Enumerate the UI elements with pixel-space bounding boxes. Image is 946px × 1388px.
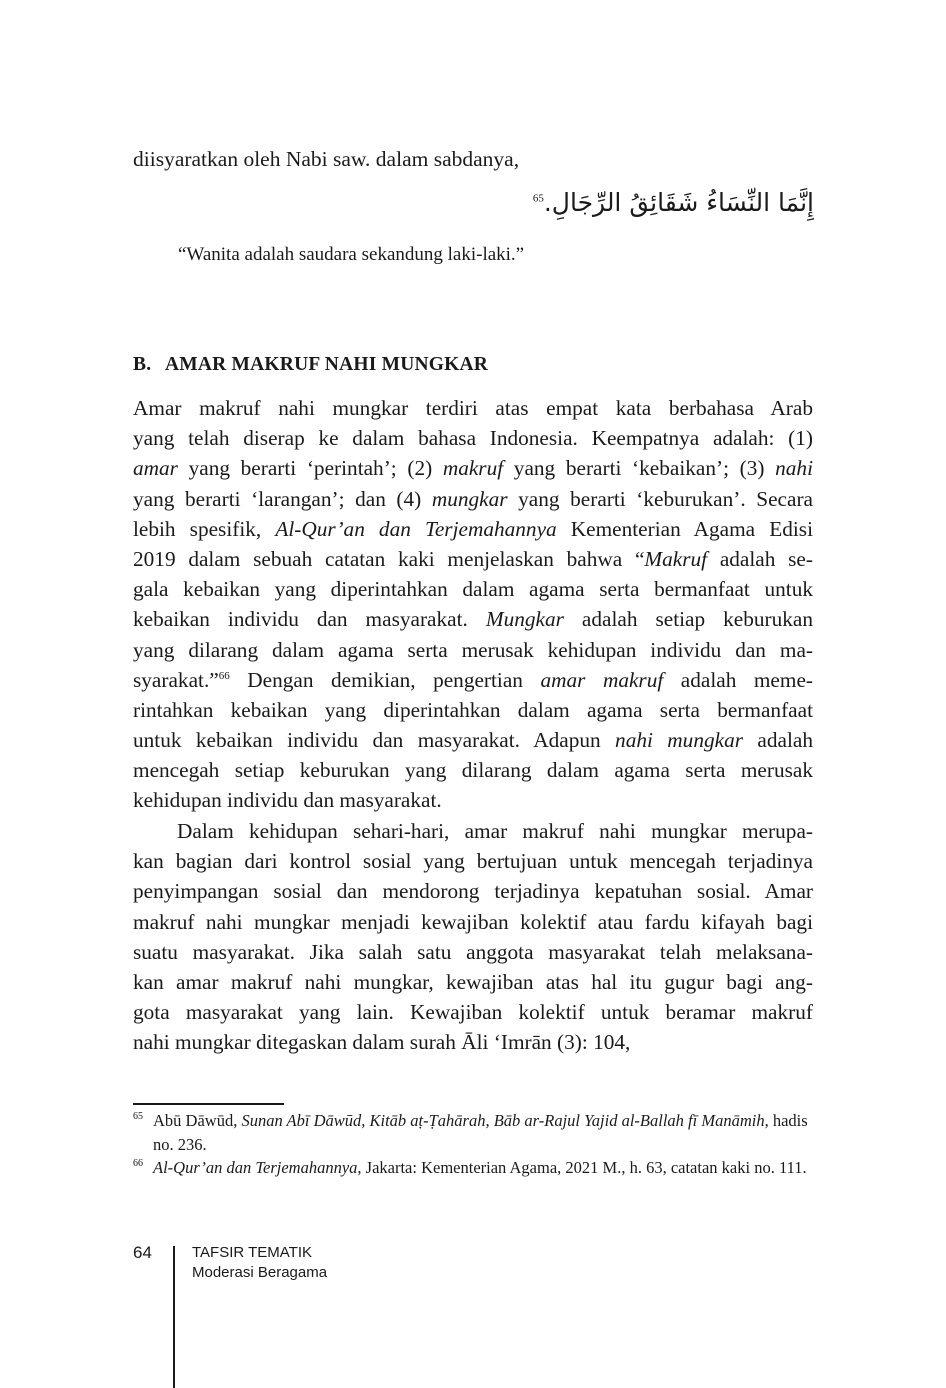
paragraph-line: suatu masyarakat. Jika salah satu anggota masyarakat telah melaksana- bbox=[133, 939, 813, 964]
footnote-ref-65[interactable]: 65 bbox=[532, 192, 544, 205]
paragraph-line: lebih spesifik, Al-Qur’an dan Terjemahannya Kementerian Agama Edisi bbox=[133, 516, 813, 541]
page-number: 64 bbox=[133, 1243, 152, 1262]
paragraph-line: gala kebaikan yang diperintahkan dalam agama serta bermanfaat untuk bbox=[133, 577, 813, 602]
paragraph-line: nahi mungkar ditegaskan dalam surah Āli ‘Imrān (3): 104, bbox=[133, 1030, 631, 1055]
paragraph-line: yang dilarang dalam agama serta merusak kehidupan individu dan ma- bbox=[133, 637, 813, 662]
footnote-text: Al-Qur’an dan Terjemahannya, Jakarta: Kementerian Agama, 2021 M., h. 63, catatan kaki no. 111. bbox=[153, 1158, 807, 1177]
book-title-italic: Al-Qur’an dan Terjemahannya bbox=[275, 516, 557, 541]
paragraph-line: gota masyarakat yang lain. Kewajiban kolektif untuk beramar makruf bbox=[133, 1000, 813, 1025]
footer-divider bbox=[173, 1246, 175, 1388]
paragraph-1 bbox=[133, 393, 813, 816]
paragraph-line: mencegah setiap keburukan yang dilarang dalam agama serta merusak bbox=[133, 758, 813, 783]
hadith-translation: “Wanita adalah saudara sekandung laki-laki.” bbox=[178, 244, 525, 265]
paragraph-line: untuk kebaikan individu dan masyarakat. Adapun nahi mungkar adalah bbox=[133, 728, 813, 753]
paragraph-line: kebaikan individu dan masyarakat. Mungkar adalah setiap keburukan bbox=[133, 607, 814, 632]
book-title: TAFSIR TEMATIK bbox=[192, 1244, 313, 1261]
footnote-number: 66 bbox=[133, 1158, 143, 1169]
paragraph-line: penyimpangan sosial dan mendorong terjadinya kepatuhan sosial. Amar bbox=[133, 879, 813, 904]
paragraph-line: kan bagian dari kontrol sosial yang bertujuan untuk mencegah terjadinya bbox=[133, 849, 813, 874]
paragraph-line: Dalam kehidupan sehari-hari, amar makruf nahi mungkar merupa- bbox=[177, 819, 813, 843]
paragraph-line: syarakat.”$^{66}$ Dengan demikian, pengertian amar makruf adalah meme- bbox=[133, 667, 813, 692]
section-title: AMAR MAKRUF NAHI MUNGKAR bbox=[165, 354, 489, 375]
paragraph-line: kehidupan individu dan masyarakat. bbox=[133, 788, 442, 813]
intro-line: diisyaratkan oleh Nabi saw. dalam sabdanya, bbox=[133, 147, 520, 171]
term-amar: amar bbox=[133, 456, 178, 481]
footnote-divider bbox=[133, 1103, 284, 1105]
paragraph-line: kan amar makruf nahi mungkar, kewajiban atas hal itu gugur bagi ang- bbox=[133, 969, 813, 994]
term-makruf: makruf bbox=[442, 456, 504, 481]
hadith-arabic bbox=[533, 188, 814, 217]
paragraph-2 bbox=[133, 816, 813, 1058]
footnote-number: 65 bbox=[133, 1111, 143, 1122]
footnote-65 bbox=[133, 1109, 813, 1157]
term-mungkar: mungkar bbox=[431, 486, 508, 511]
paragraph-line: rintahkan kebaikan yang diperintahkan dalam agama serta bermanfaat bbox=[133, 697, 813, 722]
hadith-arabic-text: إِنَّمَا النِّسَاءُ شَقَائِقُ الرِّجَالِ. bbox=[543, 188, 814, 217]
footnote-text: Abū Dāwūd, Sunan Abī Dāwūd, Kitāb aṭ-Ṭahārah, Bāb ar-Rajul Yajid al-Ballah fī Manāmih, hadis no. 236. bbox=[153, 1111, 808, 1154]
paragraph-line: makruf nahi mungkar menjadi kewajiban kolektif atau fardu kifayah bagi bbox=[133, 909, 813, 934]
paragraph-line: yang telah diserap ke dalam bahasa Indonesia. Keempatnya adalah: (1) bbox=[133, 426, 813, 451]
term-nahi: nahi bbox=[775, 456, 813, 481]
section-heading bbox=[133, 354, 488, 376]
running-footer bbox=[192, 1243, 327, 1283]
footnote-66 bbox=[133, 1156, 813, 1180]
paragraph-line: 2019 dalam sebuah catatan kaki menjelaskan bahwa “Makruf adalah se- bbox=[133, 546, 813, 571]
paragraph-line: amar yang berarti ‘perintah’; (2) makruf yang berarti ‘kebaikan’; (3) nahi bbox=[133, 456, 813, 481]
paragraph-line: yang berarti ‘larangan’; dan (4) mungkar yang berarti ‘keburukan’. Secara bbox=[133, 486, 813, 511]
footnote-ref-66[interactable]: 66 bbox=[218, 669, 230, 682]
book-subtitle: Moderasi Beragama bbox=[192, 1264, 328, 1281]
section-number: B. bbox=[133, 354, 152, 375]
paragraph-line: Amar makruf nahi mungkar terdiri atas empat kata berbahasa Arab bbox=[133, 396, 813, 420]
